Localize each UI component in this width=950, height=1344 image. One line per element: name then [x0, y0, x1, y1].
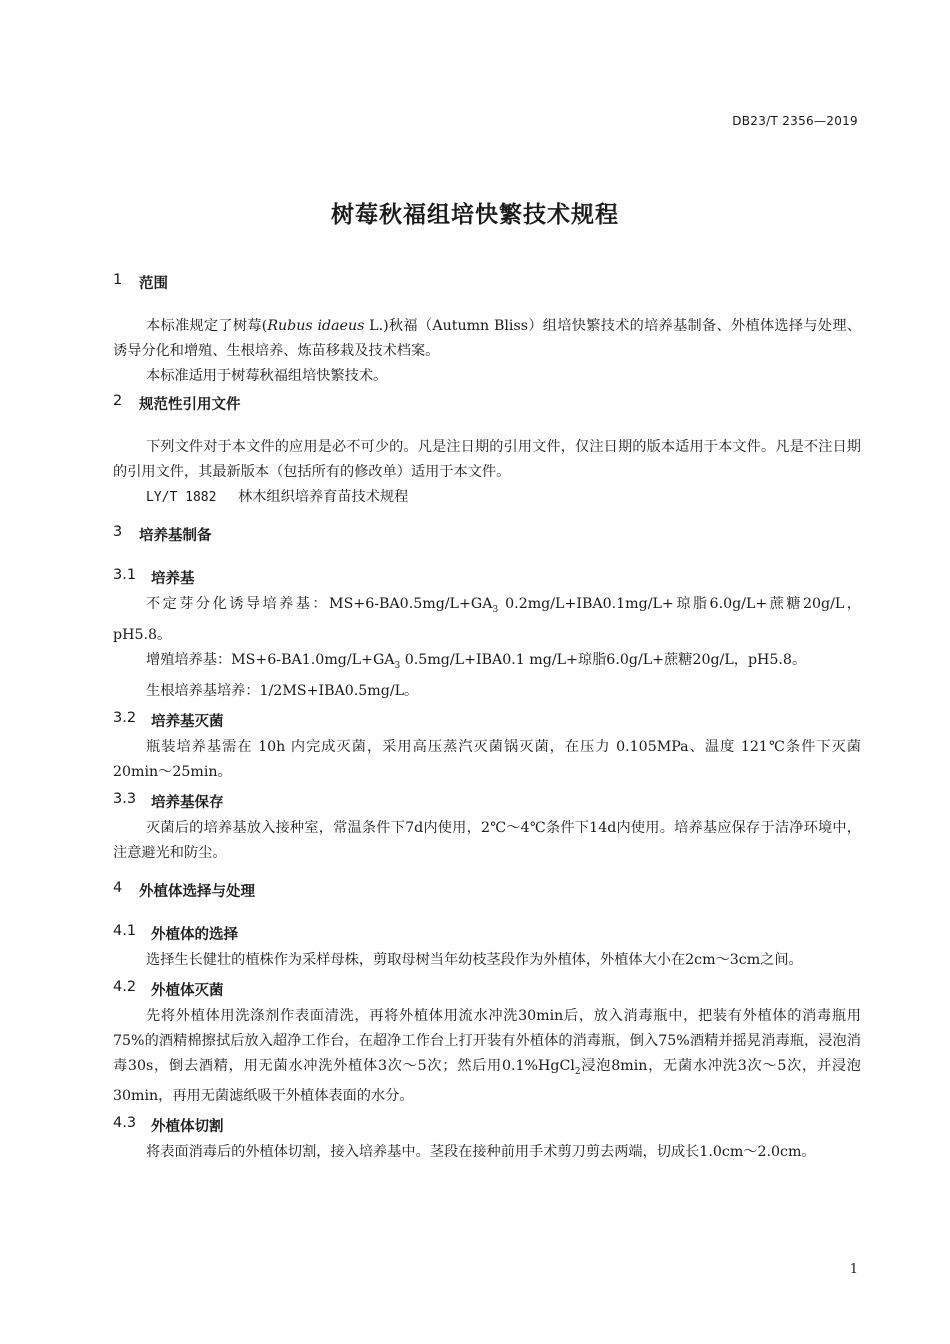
- section-title: 培养基: [151, 571, 195, 587]
- section-3-1-heading: [113, 567, 861, 588]
- text-run: 0.2mg/L+IBA0.1mg/L+琼脂6.0g/L+蔗糖20g/L，pH5.8。: [113, 596, 861, 643]
- section-number: 3.1: [113, 567, 137, 583]
- section-4-3-paragraph: 将表面消毒后的外植体切割，接入培养基中。茎段在接种前用手术剪刀剪去两端，切成长1.0cm～2.0cm。: [146, 1144, 816, 1161]
- species-name: Rubus idaeus: [267, 318, 365, 334]
- text-run: 先将外植体用洗涤剂作表面清洗，再将外植体用流水冲洗30min后，放入消毒瓶中，把装有外植体的消毒瓶用75%的酒精棉擦拭后放入超净工作台，在超净工作台上打开装有外植体的消毒瓶，倒入75%酒精并摇晃消毒瓶，浸泡消毒30s，倒去酒精，用无菌水冲洗外植体3次～5次；然后用0.1%HgCl: [113, 1007, 861, 1074]
- section-2-heading: [113, 393, 861, 414]
- section-title: 培养基保存: [151, 794, 224, 811]
- document-title: 树莓秋福组培快繁技术规程: [331, 202, 619, 228]
- subscript: 3: [394, 660, 401, 671]
- page-number: 1: [849, 1262, 858, 1277]
- section-number: 2: [113, 393, 123, 409]
- section-3-2-heading: [113, 710, 861, 731]
- section-title: 规范性引用文件: [139, 397, 241, 413]
- section-number: 1: [113, 272, 123, 288]
- section-4-2-paragraph: [113, 1004, 861, 1110]
- section-4-1-paragraph: 选择生长健壮的植株作为采样母株，剪取母树当年幼枝茎段作为外植体，外植体大小在2cm～3cm之间。: [146, 951, 803, 968]
- section-title: 外植体选择与处理: [139, 883, 255, 900]
- section-4-3-heading: [113, 1115, 861, 1136]
- normative-reference: [113, 485, 861, 510]
- section-number: 3: [113, 524, 123, 540]
- section-title: 培养基制备: [139, 528, 212, 544]
- standard-code: DB23/T 2356—2019: [732, 114, 858, 128]
- section-number: 4.1: [113, 922, 137, 939]
- section-3-2-paragraph: 瓶装培养基需在 10h 内完成灭菌，采用高压蒸汽灭菌锅灭菌，在压力 0.105MPa、温度 121℃条件下灭菌 20min～25min。: [113, 738, 861, 780]
- section-1-paragraph-2: 本标准适用于树莓秋福组培快繁技术。: [146, 368, 388, 384]
- section-1-paragraph-1: [113, 314, 861, 364]
- document-body: [113, 272, 861, 1165]
- text-run: 0.5mg/L+IBA0.1 mg/L+琼脂6.0g/L+蔗糖20g/L，pH5.8。: [400, 651, 807, 668]
- section-3-3-heading: [113, 791, 861, 812]
- section-number: 4.3: [113, 1115, 137, 1132]
- text-run: 本标准规定了树莓(: [146, 318, 268, 334]
- section-number: 4: [113, 879, 123, 896]
- section-title: 外植体切割: [151, 1119, 224, 1136]
- section-4-heading: [113, 880, 861, 901]
- section-4-1-heading: [113, 923, 861, 944]
- section-number: 4.2: [113, 978, 137, 995]
- subscript: 3: [492, 604, 499, 615]
- reference-code: LY/T 1882: [146, 490, 217, 505]
- text-run: 增殖培养基：MS+6-BA1.0mg/L+GA: [146, 651, 395, 668]
- section-4-2-heading: [113, 979, 861, 1000]
- subscript: 2: [574, 1066, 581, 1077]
- medium-rooting: 生根培养基培养：1/2MS+IBA0.5mg/L。: [146, 682, 419, 699]
- section-3-heading: [113, 524, 861, 545]
- section-number: 3.3: [113, 790, 137, 807]
- section-2-paragraph-1: 下列文件对于本文件的应用是必不可少的。凡是注日期的引用文件，仅注日期的版本适用于本文件。凡是不注日期的引用文件，其最新版本（包括所有的修改单）适用于本文件。: [113, 439, 861, 480]
- reference-title: 林木组织培养育苗技术规程: [238, 489, 409, 505]
- text-run: 不定芽分化诱导培养基：MS+6-BA0.5mg/L+GA: [146, 596, 493, 612]
- section-title: 范围: [139, 276, 168, 292]
- medium-induction: [113, 592, 861, 648]
- text-run: L.)秋福（Autumn Bliss）组培快繁技术的培养基制备、外植体选择与处理、诱导分化和增殖、生根培养、炼苗移栽及技术档案。: [113, 318, 861, 359]
- section-number: 3.2: [113, 709, 137, 726]
- section-1-heading: [113, 272, 861, 293]
- section-title: 外植体灭菌: [151, 982, 224, 999]
- text-run: 浸泡8min，无菌水冲洗3次～5次，并浸泡30min，再用无菌滤纸吸干外植体表面的水分。: [113, 1057, 861, 1105]
- section-3-3-paragraph: 灭菌后的培养基放入接种室，常温条件下7d内使用，2℃～4℃条件下14d内使用。培养基应保存于洁净环境中，注意避光和防尘。: [113, 819, 861, 861]
- section-title: 培养基灭菌: [151, 713, 224, 730]
- medium-proliferation: [113, 648, 861, 679]
- section-title: 外植体的选择: [151, 926, 238, 943]
